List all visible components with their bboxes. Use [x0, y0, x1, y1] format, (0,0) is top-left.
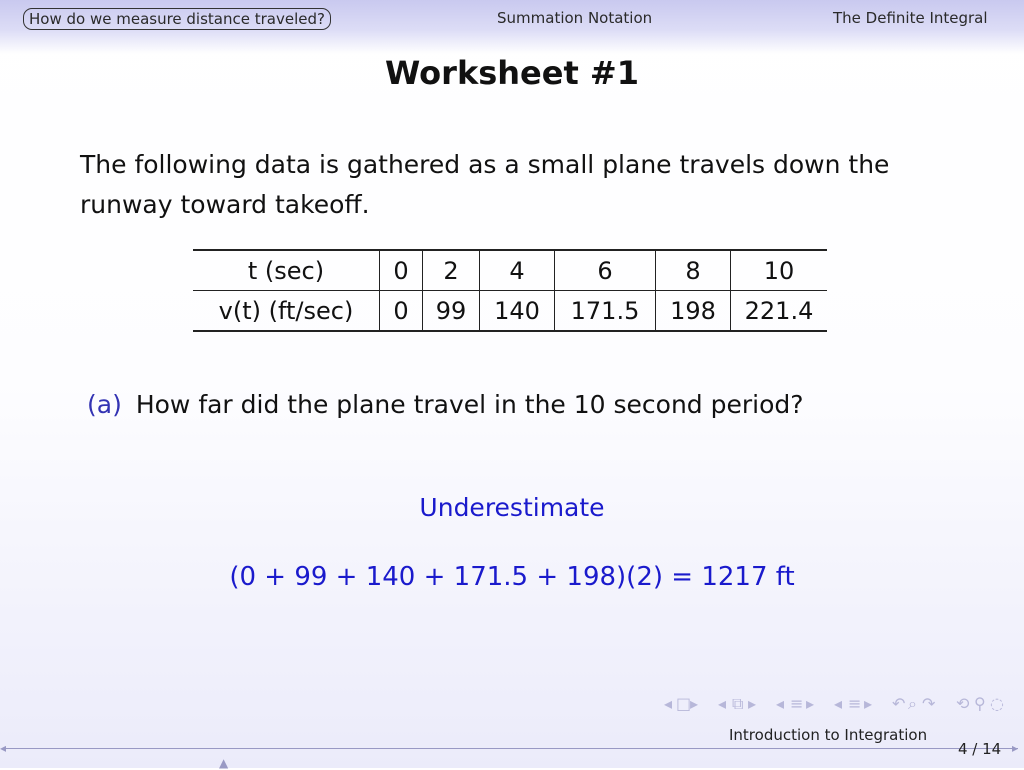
back-icon[interactable]: ↶	[892, 694, 906, 713]
question-text: How far did the plane travel in the 10 second period?	[135, 390, 804, 419]
footer-presentation-title: Introduction to Integration	[729, 726, 928, 744]
section-nav-bar	[0, 0, 1024, 54]
doc-icon[interactable]: ≡	[848, 694, 862, 713]
table-cell: 4	[480, 250, 555, 291]
answer-expression: (0 + 99 + 140 + 171.5 + 198)(2) = 1217 ft	[229, 562, 795, 592]
frame-icon[interactable]: □	[676, 694, 692, 713]
table-row-velocity	[193, 291, 827, 332]
doc-next-icon[interactable]: ▸	[864, 694, 873, 713]
table-cell: 2	[423, 250, 480, 291]
table-cell: 171.5	[555, 291, 656, 332]
table-cell: 221.4	[731, 291, 828, 332]
subsection-icon[interactable]: ⧉	[732, 694, 744, 713]
table-cell: 0	[380, 291, 423, 332]
subsection-next-icon[interactable]: ▸	[748, 694, 757, 713]
progress-right-arrow-icon: ▸	[1012, 741, 1019, 755]
table-cell: 140	[480, 291, 555, 332]
subsection-prev-icon[interactable]: ◂	[718, 694, 727, 713]
table-cell: 198	[656, 291, 731, 332]
nav-section-definite-integral[interactable]: The Definite Integral	[833, 9, 988, 27]
search-icon[interactable]: ⌕	[908, 694, 917, 713]
footer-progress-line	[4, 748, 1018, 749]
table-row-label: t (sec)	[193, 250, 380, 291]
page-counter: 4 / 14	[958, 740, 1002, 758]
section-icon[interactable]: ≡	[790, 694, 804, 713]
data-table	[193, 249, 827, 332]
section-next-icon[interactable]: ▸	[806, 694, 815, 713]
frame-next-icon[interactable]: ▸	[690, 694, 699, 713]
frame-first-icon[interactable]: ◂	[664, 694, 673, 713]
table-cell: 99	[423, 291, 480, 332]
frame-title: Worksheet #1	[385, 54, 639, 92]
nav-section-summation[interactable]: Summation Notation	[497, 9, 653, 27]
forward-icon[interactable]: ↷	[922, 694, 936, 713]
table-cell: 0	[380, 250, 423, 291]
question-a	[87, 390, 804, 419]
table-cell: 6	[555, 250, 656, 291]
fullscreen-icon[interactable]: ⟲	[956, 694, 970, 713]
table-row-time	[193, 250, 827, 291]
zoom-icon[interactable]: ⚲	[974, 694, 986, 713]
progress-left-arrow-icon: ◂	[0, 741, 7, 755]
question-label: (a)	[87, 390, 122, 419]
zoom-out-icon[interactable]: ◌	[990, 694, 1004, 713]
progress-marker-icon: ▲	[219, 756, 229, 770]
table-cell: 10	[731, 250, 828, 291]
table-row-label: v(t) (ft/sec)	[193, 291, 380, 332]
intro-paragraph: The following data is gathered as a small plane travels down the runway toward takeoff.	[80, 150, 890, 219]
beamer-navigation-symbols	[660, 694, 1022, 714]
answer-heading: Underestimate	[419, 493, 605, 522]
doc-prev-icon[interactable]: ◂	[834, 694, 843, 713]
section-prev-icon[interactable]: ◂	[776, 694, 785, 713]
nav-section-distance[interactable]: How do we measure distance traveled?	[23, 8, 331, 30]
table-cell: 8	[656, 250, 731, 291]
